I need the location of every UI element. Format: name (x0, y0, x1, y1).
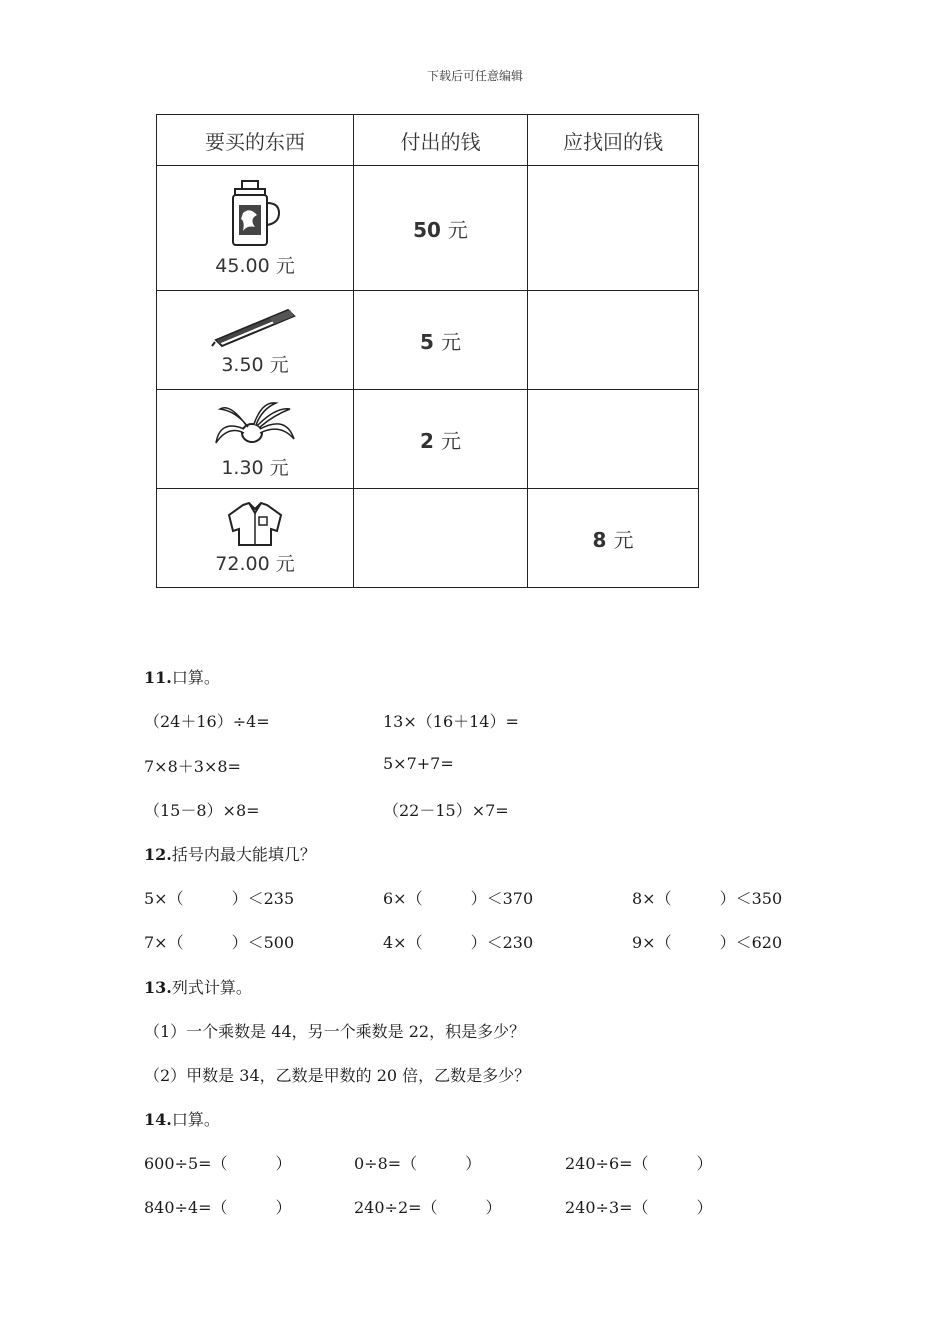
item-price: 72.00 元 (215, 552, 295, 575)
change-unit: 元 (613, 527, 634, 552)
q12-item[interactable]: 5×（ ）＜235 (144, 889, 295, 908)
q13-item: （1）一个乘数是 44，另一个乘数是 22，积是多少？ (144, 1022, 526, 1041)
paid-cell[interactable] (354, 489, 528, 588)
q13-title (144, 975, 252, 998)
q11-item: （15－8）×8= (144, 801, 260, 820)
q14-item[interactable]: 600÷5=（ ） (144, 1154, 292, 1173)
table-row (157, 489, 699, 588)
q11-item: 7×8＋3×8= (144, 757, 241, 776)
table-row (157, 166, 699, 291)
q12-item[interactable]: 4×（ ）＜230 (383, 933, 534, 952)
paid-unit: 元 (440, 329, 461, 354)
q11-item: 5×7+7= (383, 754, 454, 773)
q11-number: 11. (144, 668, 172, 687)
paid-value: 2 (420, 428, 434, 453)
q14-title (144, 1107, 220, 1130)
q14-number: 14. (144, 1110, 172, 1129)
paid-cell (354, 166, 528, 291)
q13-item: （2）甲数是 34，乙数是甲数的 20 倍，乙数是多少？ (144, 1066, 531, 1085)
q14-item[interactable]: 840÷4=（ ） (144, 1198, 292, 1217)
item-price: 1.30 元 (221, 456, 289, 479)
q14-item[interactable]: 240÷3=（ ） (565, 1198, 713, 1217)
q12-item[interactable]: 7×（ ）＜500 (144, 933, 295, 952)
thermos-icon (225, 179, 285, 249)
item-cell (157, 489, 354, 588)
q13-label: 列式计算。 (171, 978, 252, 997)
q13-number: 13. (144, 978, 172, 997)
q12-item[interactable]: 6×（ ）＜370 (383, 889, 534, 908)
q14-item[interactable]: 240÷6=（ ） (565, 1154, 713, 1173)
q11-item: （24＋16）÷4= (144, 712, 270, 731)
q12-number: 12. (144, 845, 172, 864)
paid-unit: 元 (447, 217, 468, 242)
item-price: 45.00 元 (215, 254, 295, 277)
pen-icon (210, 304, 300, 348)
table-row (157, 390, 699, 489)
q11-item: 13×（16＋14）= (383, 712, 519, 731)
change-cell (528, 489, 699, 588)
paid-cell (354, 390, 528, 489)
header-paid: 付出的钱 (354, 115, 528, 166)
q14-item[interactable]: 240÷2=（ ） (354, 1198, 502, 1217)
table-row (157, 291, 699, 390)
change-cell[interactable] (528, 390, 699, 489)
item-price: 3.50 元 (221, 353, 289, 376)
paid-unit: 元 (440, 428, 461, 453)
change-cell[interactable] (528, 166, 699, 291)
q12-item[interactable]: 8×（ ）＜350 (632, 889, 783, 908)
q12-title (144, 842, 316, 865)
q12-label: 括号内最大能填几？ (171, 845, 316, 864)
q14-item[interactable]: 0÷8=（ ） (354, 1154, 482, 1173)
q12-item[interactable]: 9×（ ）＜620 (632, 933, 783, 952)
q14-label: 口算。 (171, 1110, 220, 1129)
q11-label: 口算。 (171, 668, 220, 687)
change-cell[interactable] (528, 291, 699, 390)
item-cell (157, 291, 354, 390)
change-value: 8 (592, 527, 607, 552)
shirt-icon (225, 501, 285, 547)
item-cell (157, 390, 354, 489)
paid-value: 50 (413, 217, 441, 242)
page-header: 下载后可任意编辑 (426, 69, 523, 83)
header-item: 要买的东西 (157, 115, 354, 166)
q11-item: （22－15）×7= (383, 801, 509, 820)
paid-value: 5 (420, 329, 434, 354)
header-change: 应找回的钱 (528, 115, 699, 166)
q11-title (144, 665, 220, 688)
shopping-table (156, 114, 699, 588)
paid-cell (354, 291, 528, 390)
plant-icon (210, 399, 300, 451)
item-cell (157, 166, 354, 291)
